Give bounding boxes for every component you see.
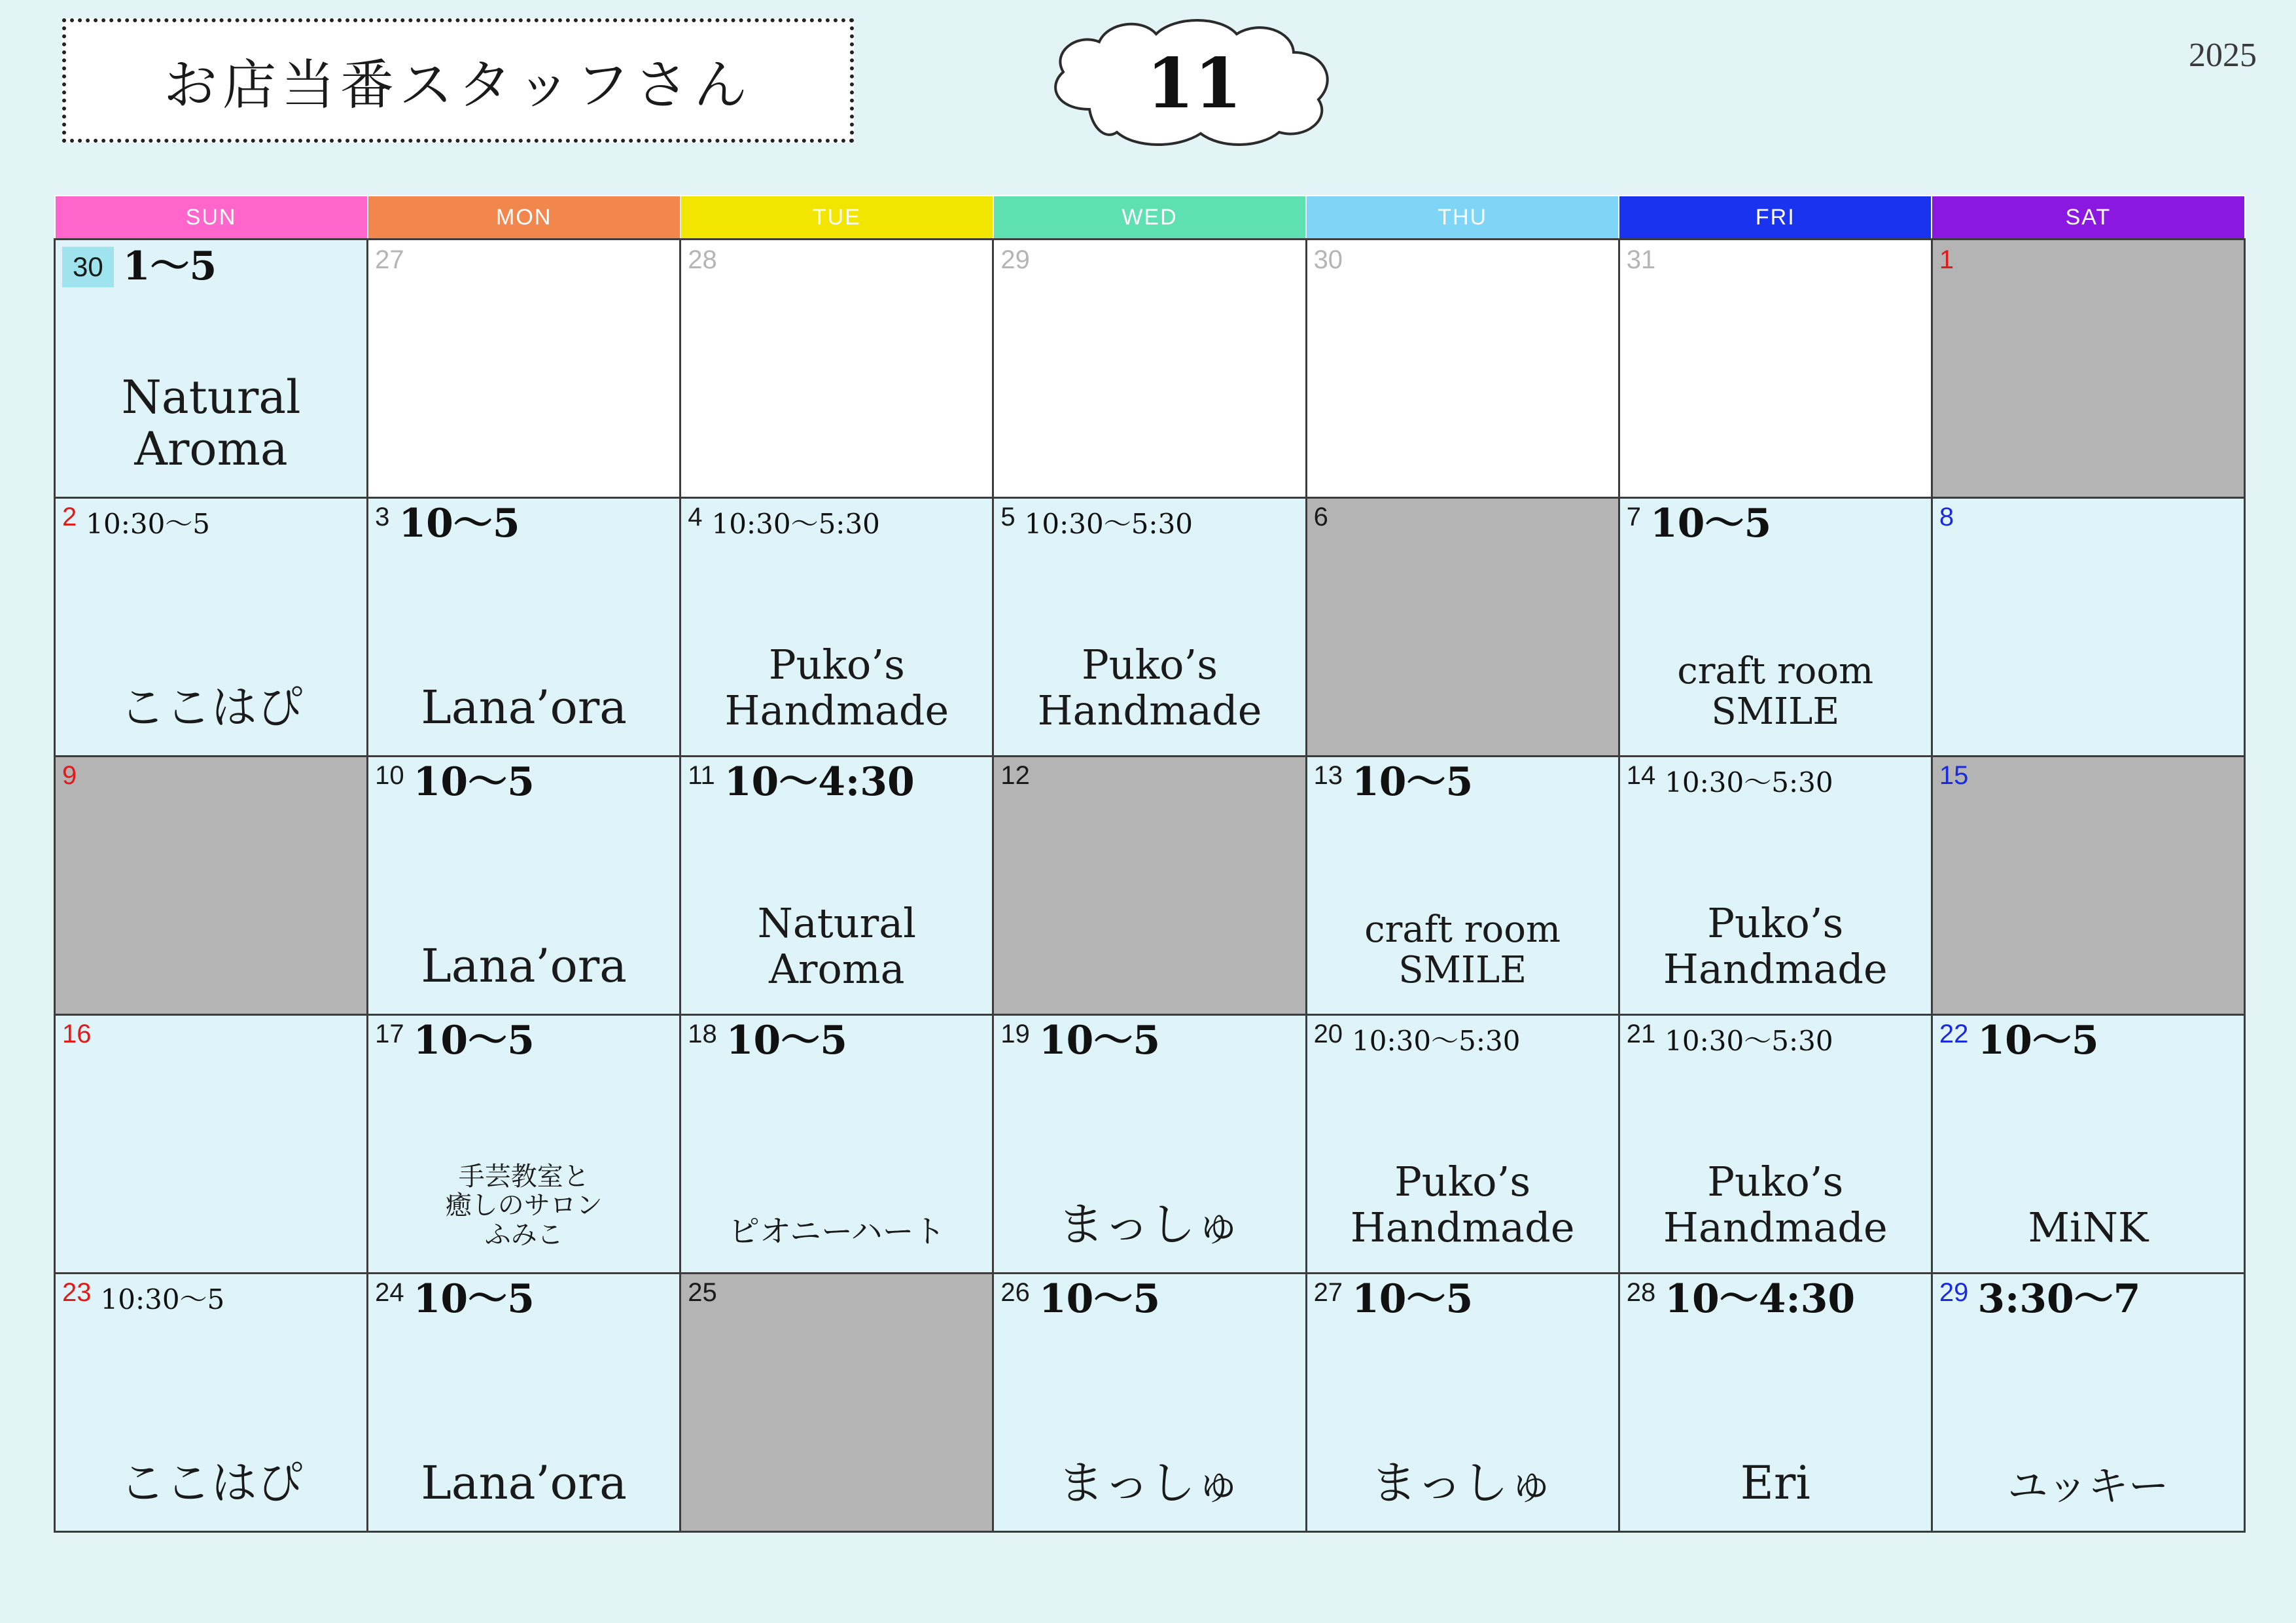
calendar-day-cell[interactable] xyxy=(1619,757,1932,1015)
day-number: 27 xyxy=(1313,1278,1343,1307)
calendar-day-cell[interactable] xyxy=(1306,1015,1619,1274)
day-number: 8 xyxy=(1939,503,1954,531)
calendar-day-cell[interactable] xyxy=(1306,498,1619,757)
calendar-day-cell[interactable] xyxy=(368,498,680,757)
calendar-day-cell[interactable] xyxy=(1619,498,1932,757)
staff-shop-name: ユッキー xyxy=(2007,1461,2169,1510)
day-cell-content xyxy=(1933,757,2244,1014)
day-cell-content xyxy=(1307,240,1618,497)
day-header-line xyxy=(1939,247,2237,273)
day-header-line xyxy=(62,243,360,289)
calendar-day-cell[interactable] xyxy=(993,1274,1306,1532)
staff-shop-name: 手芸教室と 癒しのサロン ふみこ xyxy=(445,1161,603,1251)
day-number: 10 xyxy=(375,761,404,790)
day-cell-content xyxy=(1620,757,1931,1014)
staff-shop-name: craft room SMILE xyxy=(1364,908,1561,992)
day-cell-content xyxy=(368,240,679,497)
calendar-day-cell[interactable] xyxy=(1619,1015,1932,1274)
day-header-line xyxy=(1627,762,1924,799)
day-number: 28 xyxy=(1626,1278,1656,1307)
page-header xyxy=(0,0,2296,183)
calendar-day-cell[interactable] xyxy=(1306,1274,1619,1532)
day-cell-content xyxy=(368,1274,679,1531)
day-cell-content xyxy=(994,499,1305,755)
day-number: 21 xyxy=(1626,1020,1656,1048)
calendar-day-cell[interactable] xyxy=(368,1015,680,1274)
day-cell-content xyxy=(681,499,992,755)
staff-shop-name: craft room SMILE xyxy=(1677,649,1874,734)
calendar-day-cell[interactable] xyxy=(1619,240,1932,498)
calendar-day-cell[interactable] xyxy=(993,240,1306,498)
staff-shop-name: まっしゅ xyxy=(1057,1197,1241,1251)
day-header-line xyxy=(688,1279,985,1306)
day-cell-content xyxy=(681,1016,992,1272)
day-number: 31 xyxy=(1626,245,1656,274)
staff-shop-name: MiNK xyxy=(2028,1203,2149,1251)
day-header-line xyxy=(1313,759,1612,805)
calendar-table xyxy=(54,195,2246,1533)
day-header-line xyxy=(1000,504,1298,541)
shift-hours: 10:30〜5:30 xyxy=(1665,766,1833,798)
day-cell-content xyxy=(1620,499,1931,755)
day-number: 14 xyxy=(1626,761,1656,790)
day-header-line xyxy=(1314,247,1612,273)
day-cell-content xyxy=(56,1016,366,1272)
day-cell-content xyxy=(56,499,366,755)
day-header-line xyxy=(688,247,985,273)
day-number: 12 xyxy=(1000,761,1030,790)
calendar-day-cell[interactable] xyxy=(680,757,993,1015)
day-cell-content xyxy=(1933,240,2244,497)
shift-hours: 3:30〜7 xyxy=(1977,1276,2141,1322)
calendar-week-row xyxy=(55,240,2245,498)
calendar-day-cell[interactable] xyxy=(55,240,368,498)
day-number: 25 xyxy=(688,1278,717,1307)
calendar-week-row xyxy=(55,1274,2245,1532)
day-number: 4 xyxy=(688,503,703,531)
calendar-day-cell[interactable] xyxy=(55,1274,368,1532)
day-number: 15 xyxy=(1939,761,1969,790)
shift-hours: 10:30〜5 xyxy=(100,1283,225,1315)
weekday-header-sat: SAT xyxy=(1932,196,2244,240)
shift-hours: 10〜5 xyxy=(1352,759,1474,805)
day-header-line xyxy=(375,501,673,546)
day-number: 6 xyxy=(1313,503,1328,531)
day-header-line xyxy=(62,1021,360,1047)
weekday-header-tue: TUE xyxy=(680,196,993,240)
weekday-header-wed: WED xyxy=(993,196,1306,240)
day-cell-content xyxy=(1307,1274,1618,1531)
day-header-line xyxy=(1000,1018,1298,1063)
staff-shop-name: まっしゅ xyxy=(1371,1455,1555,1510)
day-number: 26 xyxy=(1000,1278,1030,1307)
day-header-line xyxy=(62,504,360,541)
day-number: 18 xyxy=(688,1020,717,1048)
day-number: 22 xyxy=(1939,1020,1969,1048)
day-cell-content xyxy=(56,1274,366,1531)
calendar-day-cell[interactable] xyxy=(993,757,1306,1015)
day-number: 28 xyxy=(688,245,717,274)
calendar-day-cell[interactable] xyxy=(680,498,993,757)
shift-hours: 10〜5 xyxy=(413,759,535,805)
day-header-line xyxy=(375,1276,673,1322)
staff-shop-name: Lana’ora xyxy=(421,1455,627,1510)
day-cell-content xyxy=(368,1016,679,1272)
calendar-day-cell[interactable] xyxy=(1932,498,2244,757)
day-cell-content xyxy=(1933,1274,2244,1531)
staff-shop-name: Natural Aroma xyxy=(757,899,917,993)
calendar-day-cell[interactable] xyxy=(680,240,993,498)
shift-hours: 10〜5 xyxy=(1038,1018,1161,1063)
calendar-day-cell[interactable] xyxy=(368,757,680,1015)
day-header-line xyxy=(1939,1276,2237,1322)
calendar-day-cell[interactable] xyxy=(993,498,1306,757)
day-header-line xyxy=(1627,1021,1924,1058)
calendar-day-cell[interactable] xyxy=(1932,1015,2244,1274)
staff-shop-name: Puko’s Handmade xyxy=(724,641,949,734)
day-cell-content xyxy=(1620,240,1931,497)
day-cell-content xyxy=(1933,499,2244,755)
day-number: 2 xyxy=(62,503,77,531)
weekday-header-sun: SUN xyxy=(55,196,368,240)
day-header-line xyxy=(62,1279,360,1316)
shift-hours: 10〜4:30 xyxy=(724,759,915,805)
day-cell-content xyxy=(681,757,992,1014)
shift-hours: 10:30〜5 xyxy=(86,508,211,540)
day-header-line xyxy=(1626,1276,1924,1322)
calendar-day-cell[interactable] xyxy=(680,1015,993,1274)
day-number: 13 xyxy=(1313,761,1343,790)
day-header-line xyxy=(1000,247,1298,273)
day-cell-content xyxy=(1620,1016,1931,1272)
day-number: 29 xyxy=(1939,1278,1969,1307)
day-number: 3 xyxy=(375,503,390,531)
staff-shop-name: Eri xyxy=(1740,1455,1810,1510)
day-number: 29 xyxy=(1000,245,1030,274)
shift-hours: 10:30〜5:30 xyxy=(1665,1025,1833,1057)
shift-hours: 10〜4:30 xyxy=(1665,1276,1856,1322)
calendar-day-cell[interactable] xyxy=(1619,1274,1932,1532)
calendar-week-row xyxy=(55,1015,2245,1274)
day-number: 19 xyxy=(1000,1020,1030,1048)
calendar-day-cell[interactable] xyxy=(55,757,368,1015)
day-header-line xyxy=(62,762,360,789)
shift-hours: 10:30〜5:30 xyxy=(1024,508,1193,540)
day-header-line xyxy=(1000,762,1298,789)
calendar-day-cell[interactable] xyxy=(1306,240,1619,498)
day-number: 9 xyxy=(62,761,77,790)
staff-shop-name: まっしゅ xyxy=(1057,1455,1241,1510)
day-cell-content xyxy=(994,1274,1305,1531)
day-number: 5 xyxy=(1000,503,1016,531)
day-cell-content xyxy=(1307,1016,1618,1272)
day-header-line xyxy=(1000,1276,1298,1322)
staff-shop-name: Natural Aroma xyxy=(121,370,301,476)
day-header-line xyxy=(375,1018,673,1063)
calendar-day-cell[interactable] xyxy=(993,1015,1306,1274)
staff-shop-name: ここはぴ xyxy=(119,1455,303,1510)
shift-hours: 10〜5 xyxy=(726,1018,848,1063)
year-label: 2025 xyxy=(2189,37,2257,74)
title-box xyxy=(62,18,854,143)
day-cell-content xyxy=(1307,757,1618,1014)
day-cell-content xyxy=(994,757,1305,1014)
day-cell-content xyxy=(994,240,1305,497)
day-cell-content xyxy=(1307,499,1618,755)
day-number: 17 xyxy=(375,1020,404,1048)
shift-hours: 10〜5 xyxy=(1977,1018,2099,1063)
staff-shop-name: Puko’s Handmade xyxy=(1663,1158,1888,1251)
shift-hours: 10〜5 xyxy=(398,501,520,546)
day-number: 27 xyxy=(375,245,404,274)
day-header-line xyxy=(1939,762,2237,789)
day-cell-content xyxy=(1933,1016,2244,1272)
day-number: 24 xyxy=(375,1278,404,1307)
shift-hours: 1〜5 xyxy=(122,243,217,289)
page-title: お店当番スタッフさん xyxy=(163,54,752,116)
day-header-line xyxy=(1627,247,1924,273)
staff-shop-name: ここはぴ xyxy=(119,680,303,734)
day-header-line xyxy=(1314,504,1612,530)
day-header-line xyxy=(1939,1018,2237,1063)
staff-shop-name: Lana’ora xyxy=(421,938,627,993)
staff-shop-name: Puko’s Handmade xyxy=(1037,641,1262,734)
day-header-line xyxy=(1313,1276,1612,1322)
calendar-day-cell[interactable] xyxy=(1306,757,1619,1015)
calendar-day-cell[interactable] xyxy=(1932,240,2244,498)
shift-hours: 10:30〜5:30 xyxy=(1352,1025,1521,1057)
calendar-day-cell[interactable] xyxy=(680,1274,993,1532)
day-number: 11 xyxy=(688,761,715,790)
month-number: 11 xyxy=(1146,43,1243,124)
day-cell-content xyxy=(368,757,679,1014)
day-header-line xyxy=(688,1018,985,1063)
calendar-week-row xyxy=(55,757,2245,1015)
day-header-line xyxy=(688,759,985,805)
weekday-header-thu: THU xyxy=(1306,196,1619,240)
day-cell-content xyxy=(681,240,992,497)
shift-hours: 10:30〜5:30 xyxy=(711,508,880,540)
calendar-day-cell[interactable] xyxy=(55,498,368,757)
staff-shop-name: Puko’s Handmade xyxy=(1663,899,1888,993)
day-cell-content xyxy=(681,1274,992,1531)
day-header-line xyxy=(375,247,673,273)
calendar-day-cell[interactable] xyxy=(1932,757,2244,1015)
shift-hours: 10〜5 xyxy=(413,1018,535,1063)
day-cell-content xyxy=(368,499,679,755)
calendar-day-cell[interactable] xyxy=(55,1015,368,1274)
day-number: 16 xyxy=(62,1020,92,1048)
day-cell-content xyxy=(56,240,366,497)
day-cell-content xyxy=(56,757,366,1014)
day-number: 30 xyxy=(1313,245,1343,274)
weekday-header-mon: MON xyxy=(368,196,680,240)
staff-shop-name: ピオニーハート xyxy=(728,1213,945,1251)
shift-hours: 10〜5 xyxy=(413,1276,535,1322)
shift-hours: 10〜5 xyxy=(1038,1276,1161,1322)
day-header-line xyxy=(375,759,673,805)
calendar-day-cell[interactable] xyxy=(368,240,680,498)
day-header-line xyxy=(1626,501,1924,546)
day-header-line xyxy=(688,504,985,541)
day-number: 20 xyxy=(1313,1020,1343,1048)
day-number: 1 xyxy=(1939,245,1954,274)
day-header-line xyxy=(1939,504,2237,530)
day-cell-content xyxy=(994,1016,1305,1272)
shift-hours: 10〜5 xyxy=(1352,1276,1474,1322)
calendar-day-cell[interactable] xyxy=(1932,1274,2244,1532)
calendar-day-cell[interactable] xyxy=(368,1274,680,1532)
day-cell-content xyxy=(1620,1274,1931,1531)
day-number: 7 xyxy=(1626,503,1641,531)
staff-shop-name: Puko’s Handmade xyxy=(1350,1158,1575,1251)
weekday-header-row xyxy=(55,196,2245,240)
day-number: 30 xyxy=(62,247,114,287)
staff-shop-name: Lana’ora xyxy=(421,680,627,734)
day-header-line xyxy=(1314,1021,1612,1058)
day-number: 23 xyxy=(62,1278,92,1307)
shift-hours: 10〜5 xyxy=(1650,501,1772,546)
calendar-week-row xyxy=(55,498,2245,757)
calendar-body xyxy=(55,240,2245,1532)
weekday-header-fri: FRI xyxy=(1619,196,1932,240)
